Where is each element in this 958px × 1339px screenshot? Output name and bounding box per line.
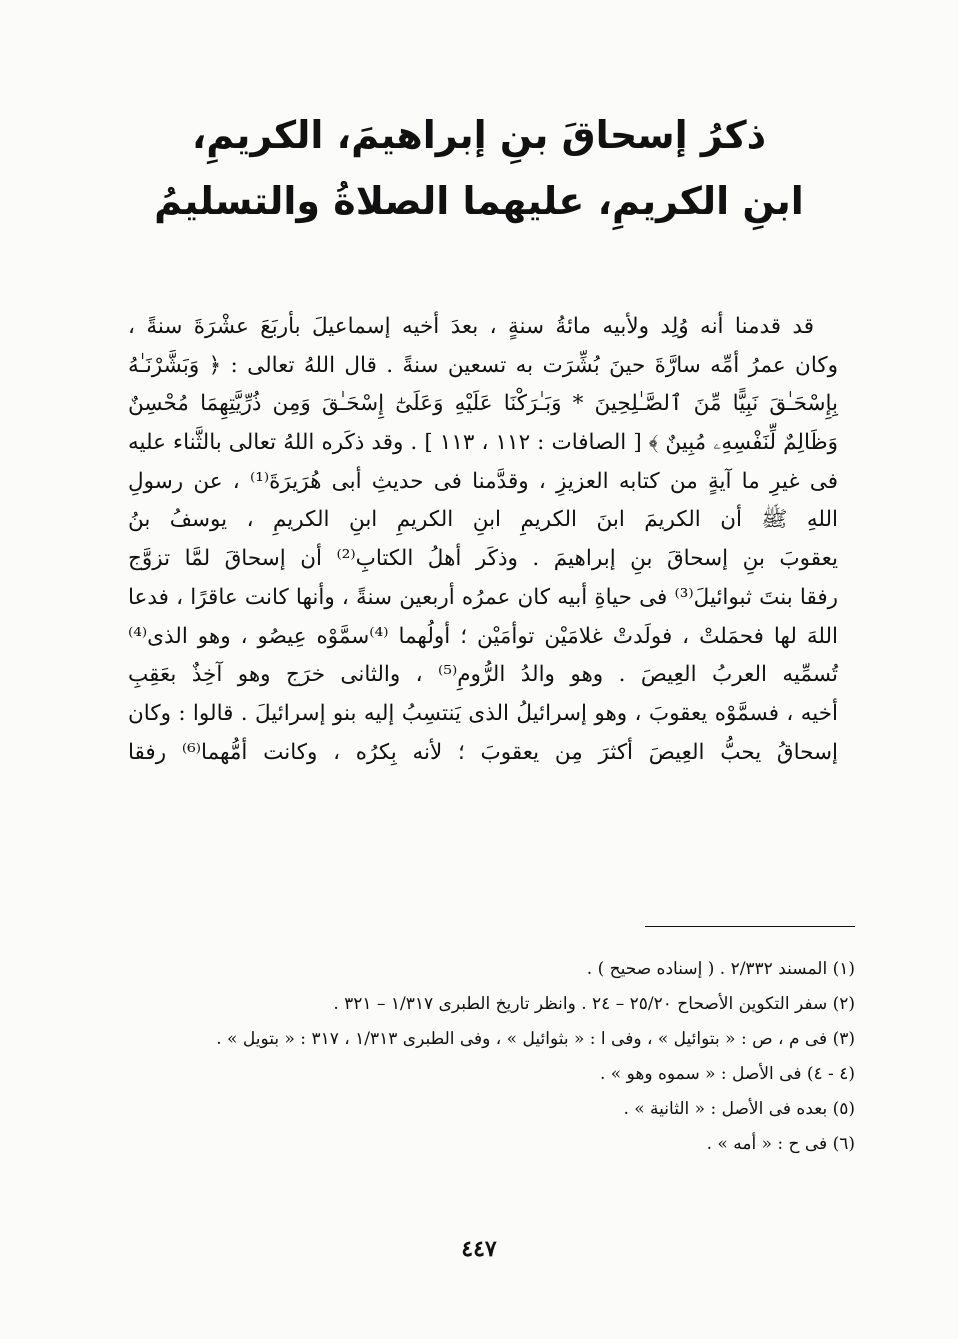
body-text — [128, 308, 838, 772]
page-number: ٤٤٧ — [461, 1236, 497, 1262]
chapter-title-line-1: ذكرُ إسحاقَ بنِ إبراهيمَ، الكريمِ، — [191, 113, 767, 157]
body-line: أخيه ، فسمَّوْه يعقوبَ ، وهو إسرائيلُ الذى يَنتسِبُ إليه بنو إسرائيلَ . قالوا : وكان — [128, 700, 838, 726]
body-line: تُسمِّيه العربُ العِيصَ . وهو والدُ الرُّومِ⁽⁵⁾ ، والثانى خرَج وهو آخِذٌ بعَقِبِ — [128, 662, 838, 688]
body-line: رفقا بنتَ ثبوائيلَ⁽³⁾ فى حياةِ أبيه كان عمرُه أربعين سنةً ، وأنها كانت عاقرًا ، فدعا — [128, 584, 838, 610]
footnote-divider — [645, 926, 855, 927]
chapter-title — [120, 102, 838, 234]
chapter-title-line-2: ابنِ الكريمِ، عليهما الصلاةُ والتسليمُ — [154, 179, 804, 223]
footnote: (٢) سفر التكوين الأصحاح ٢٥/٢٠ – ٢٤ . وانظر تاريخ الطبرى ١/٣١٧ – ٣٢١ . — [333, 994, 855, 1014]
body-line: بِإِسْحَـٰقَ نَبِيًّا مِّنَ ٱلصَّـٰلِحِينَ * وَبَـٰرَكْنَا عَلَيْهِ وَعَلَىٰٓ إِسْحَـٰقَ وَمِن ذُرِّيَّتِهِمَا مُحْسِنٌ — [128, 391, 838, 417]
body-line: وكان عمرُ أمِّه سارَّةَ حينَ بُشِّرَت به تسعين سنةً . قال اللهُ تعالى : ﴿ وَبَشَّرْنَـٰهُ — [128, 352, 838, 378]
footnote: (٥) بعده فى الأصل : « الثانية » . — [623, 1099, 855, 1119]
body-line: إسحاقُ يحبُّ العِيصَ أكثرَ مِن يعقوبَ ؛ لأنه بِكرُه ، وكانت أمُّهما⁽⁶⁾ رفقا — [128, 739, 839, 765]
body-line: اللهِ ﷺ أن الكريمَ ابنَ الكريمِ ابنِ الكريمِ ابنِ الكريمِ ، يوسفُ بنُ — [128, 507, 838, 533]
footnotes — [110, 952, 855, 1162]
body-line: يعقوبَ بنِ إسحاقَ بنِ إبراهيمَ . وذكَر أهلُ الكتابِ⁽²⁾ أن إسحاقَ لمَّا تزوَّج — [128, 546, 838, 572]
body-line: اللهَ لها فحمَلتْ ، فولَدتْ غلامَيْن توأمَيْن ؛ أولُهما ⁽⁴⁾سمَّوْه عِيصُو ، وهو الذى⁽⁴⁾ — [128, 623, 838, 649]
body-line: قد قدمنا أنه وُلِد ولأبيه مائةُ سنةٍ ، بعدَ أخيه إسماعيلَ بأربَعَ عشْرَةَ سنةً ، — [128, 314, 814, 339]
body-line: فى غيرِ ما آيةٍ من كتابه العزيزِ ، وقدَّمنا فى حديثِ أبى هُرَيرَةَ⁽¹⁾ ، عن رسولِ — [128, 468, 839, 494]
footnote: (٣) فى م ، ص : « بتوائيل » ، وفى ا : « بثوائيل » ، وفى الطبرى ١/٣١٣ ، ٣١٧ : « بتويل » . — [216, 1029, 855, 1049]
body-line: وَظَالِمٌ لِّنَفْسِهِۦ مُبِينٌ ﴾ [ الصافات : ١١٢ ، ١١٣ ] . وقد ذكَره اللهُ تعالى بالثَّناء عليه — [128, 430, 838, 456]
footnote: (٦) فى ح : « أمه » . — [706, 1134, 855, 1154]
footnote: (٤ - ٤) فى الأصل : « سموه وهو » . — [599, 1064, 855, 1084]
footnote: (١) المسند ٢/٣٣٢ . ( إسناده صحيح ) . — [586, 959, 855, 979]
